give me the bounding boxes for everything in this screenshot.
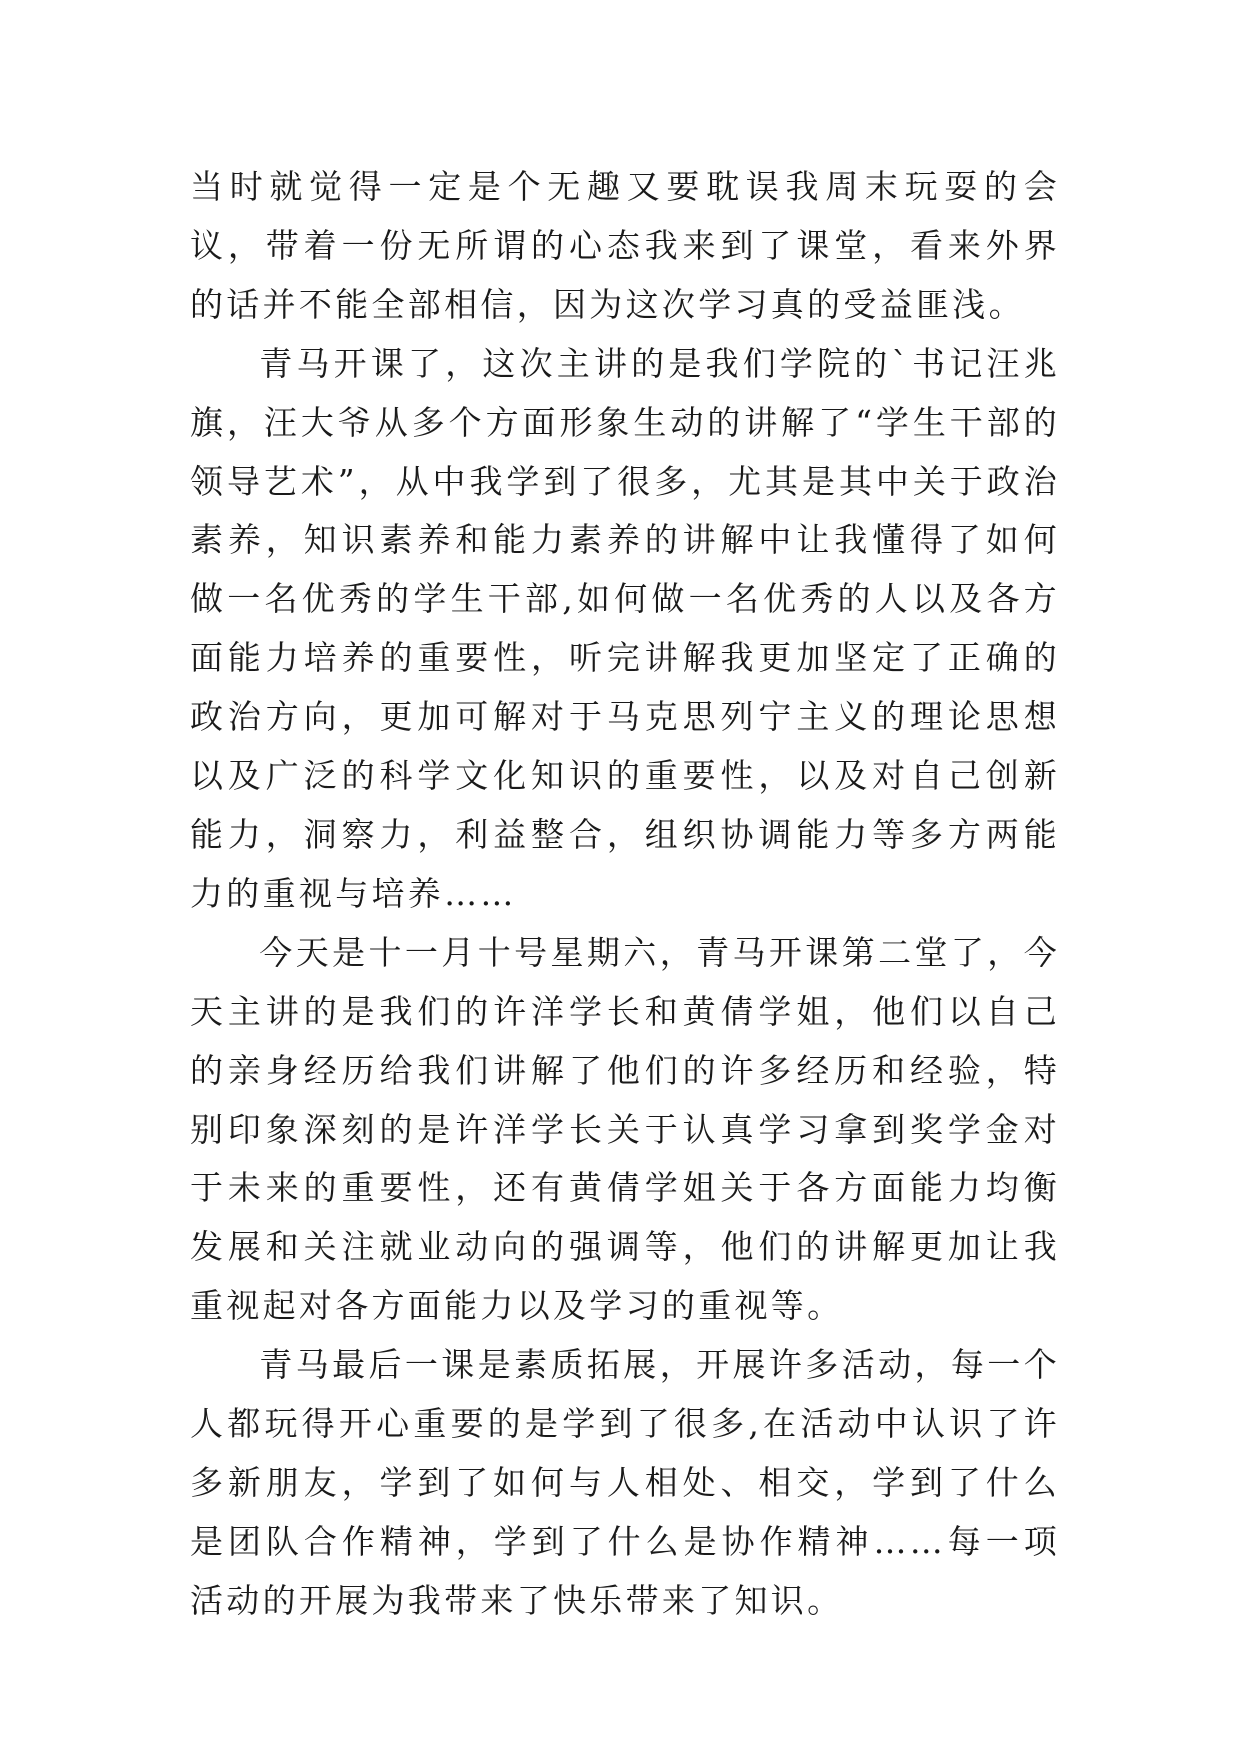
paragraph-3: 今天是十一月十号星期六，青马开课第二堂了，今天主讲的是我们的许洋学长和黄倩学姐，他们以自己的亲身经历给我们讲解了他们的许多经历和经验，特别印象深刻的是许洋学长关于认真学习拿到奖学金对于未来的重要性，还有黄倩学姐关于各方面能力均衡发展和关注就业动向的强调等，他们的讲解更加让我重视起对各方面能力以及学习的重视等。: [190, 932, 1060, 1326]
paragraph-2: 青马开课了，这次主讲的是我们学院的`书记汪兆旗，汪大爷从多个方面形象生动的讲解了“学生干部的领导艺术”，从中我学到了很多，尤其是其中关于政治素养，知识素养和能力素养的讲解中让我懂得了如何做一名优秀的学生干部,如何做一名优秀的人以及各方面能力培养的重要性，听完讲解我更加坚定了正确的政治方向，更加可解对于马克思列宁主义的理论思想以及广泛的科学文化知识的重要性，以及对自己创新能力，洞察力，利益整合，组织协调能力等多方两能力的重视与培养……: [190, 343, 1060, 913]
paragraph-4: 青马最后一课是素质拓展，开展许多活动，每一个人都玩得开心重要的是学到了很多,在活动中认识了许多新朋友，学到了如何与人相处、相交，学到了什么是团队合作精神，学到了什么是协作精神……每一项活动的开展为我带来了快乐带来了知识。: [190, 1345, 1060, 1620]
document-body: [190, 158, 1060, 1631]
paragraph-1: 当时就觉得一定是个无趣又要耽误我周末玩耍的会议，带着一份无所谓的心态我来到了课堂，看来外界的话并不能全部相信，因为这次学习真的受益匪浅。: [190, 167, 1060, 324]
